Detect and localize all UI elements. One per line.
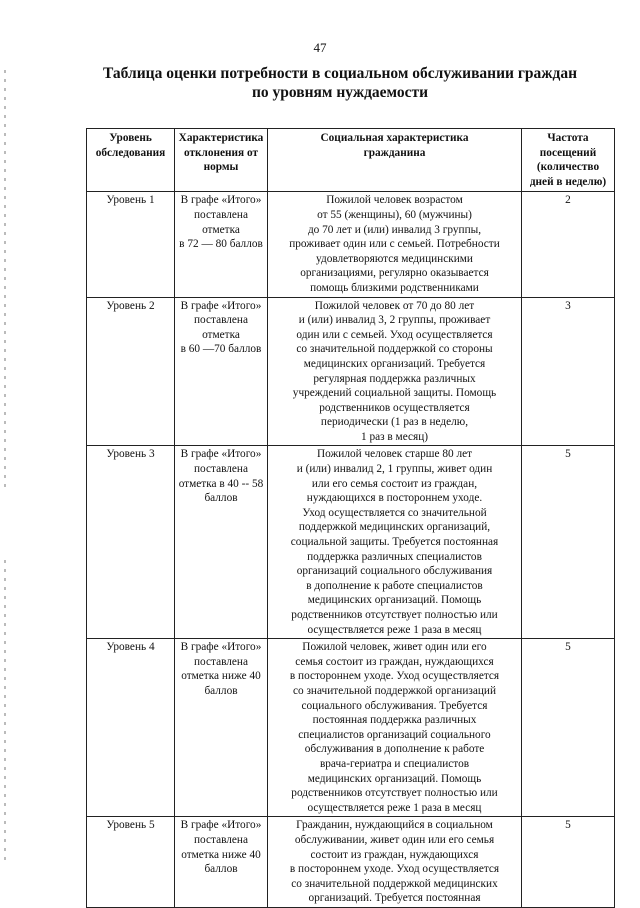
cell-frequency: 2 bbox=[522, 192, 615, 297]
title-line-2: по уровням нуждаемости bbox=[251, 84, 429, 101]
cell-characteristic: Пожилой человек возрастом от 55 (женщины), 60 (мужчины) до 70 лет и (или) инвалид 3 группы, проживает один или с семьей. Потребности удовлетворяются медицинскими организациями, регулярно оказывается помощь близкими родственниками bbox=[268, 192, 522, 297]
scan-edge-marks bbox=[4, 560, 6, 860]
table-row bbox=[87, 297, 615, 446]
table-row bbox=[87, 639, 615, 817]
scan-edge-marks bbox=[4, 70, 6, 490]
cell-deviation: В графе «Итого» поставлена отметка в 60 —70 баллов bbox=[175, 297, 268, 446]
table-row bbox=[87, 817, 615, 908]
cell-deviation: В графе «Итого» поставлена отметка ниже 40 баллов bbox=[175, 639, 268, 817]
cell-deviation: В графе «Итого» поставлена отметка ниже 40 баллов bbox=[175, 817, 268, 908]
cell-level: Уровень 5 bbox=[87, 817, 175, 908]
header-deviation: Характеристика отклонения от нормы bbox=[175, 129, 268, 192]
cell-level: Уровень 4 bbox=[87, 639, 175, 817]
table-row bbox=[87, 446, 615, 639]
cell-level: Уровень 1 bbox=[87, 192, 175, 297]
page-number: 47 bbox=[313, 40, 327, 55]
cell-frequency: 5 bbox=[522, 817, 615, 908]
cell-characteristic: Пожилой человек от 70 до 80 лет и (или) инвалид 3, 2 группы, проживает один или с семьей. Уход осуществляется со значительной поддержкой со стороны медицинских организаций. Требуется регулярная поддержка различных учреждений социальной защиты. Помощь родственников осуществляется периодически (1 раз в неделю, 1 раз в месяц) bbox=[268, 297, 522, 446]
table-header-row bbox=[87, 129, 615, 192]
cell-frequency: 3 bbox=[522, 297, 615, 446]
cell-characteristic: Пожилой человек старше 80 лет и (или) инвалид 2, 1 группы, живет один или его семья состоит из граждан, нуждающихся в постороннем уходе. Уход осуществляется со значительной поддержкой медицинских организаций, социальной защиты. Требуется постоянная поддержка различных специалистов организаций социального обслуживания в дополнение к работе специалистов медицинских организаций. Помощь родственников отсутствует полностью или осуществляется реже 1 раза в месяц bbox=[268, 446, 522, 639]
cell-level: Уровень 3 bbox=[87, 446, 175, 639]
document-title bbox=[60, 64, 620, 102]
cell-level: Уровень 2 bbox=[87, 297, 175, 446]
header-social-characteristic: Социальная характеристика гражданина bbox=[268, 129, 522, 192]
table-row bbox=[87, 192, 615, 297]
header-level: Уровень обследования bbox=[87, 129, 175, 192]
cell-frequency: 5 bbox=[522, 446, 615, 639]
header-visit-frequency: Частота посещений (количество дней в неделю) bbox=[522, 129, 615, 192]
cell-deviation: В графе «Итого» поставлена отметка в 40 -- 58 баллов bbox=[175, 446, 268, 639]
cell-deviation: В графе «Итого» поставлена отметка в 72 — 80 баллов bbox=[175, 192, 268, 297]
needs-assessment-table bbox=[86, 128, 615, 908]
cell-characteristic: Гражданин, нуждающийся в социальном обслуживании, живет один или его семья состоит из граждан, нуждающихся в постороннем уходе. Уход осуществляется со значительной поддержкой медицинских организаций. Требуется постоянная bbox=[268, 817, 522, 908]
cell-characteristic: Пожилой человек, живет один или его семья состоит из граждан, нуждающихся в постороннем уходе. Уход осуществляется со значительной поддержкой организаций социального обслуживания. Требуется постоянная поддержка различных специалистов организаций социального обслуживания в дополнение к работе врача-гериатра и специалистов медицинских организаций. Помощь родственников отсутствует полностью или осуществляется реже 1 раза в месяц bbox=[268, 639, 522, 817]
title-line-1: Таблица оценки потребности в социальном обслуживании граждан bbox=[102, 65, 578, 82]
cell-frequency: 5 bbox=[522, 639, 615, 817]
